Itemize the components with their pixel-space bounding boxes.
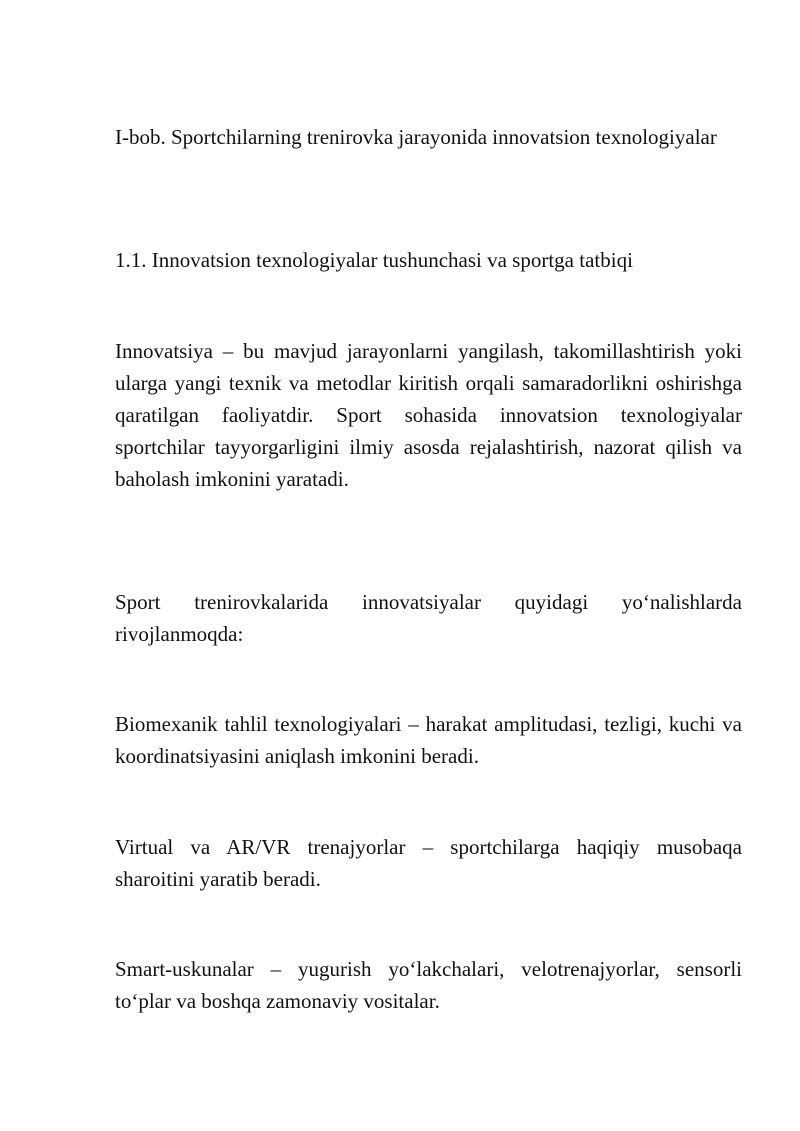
paragraph-biomechanics: Biomexanik tahlil texnologiyalari – harakat amplitudasi, tezligi, kuchi va koordinatsiyasini aniqlash imkonini beradi. [115, 712, 742, 768]
section-heading: 1.1. Innovatsion texnologiyalar tushunchasi va sportga tatbiqi [115, 248, 633, 272]
chapter-heading: I-bob. Sportchilarning trenirovka jarayonida innovatsion texnologiyalar [115, 125, 717, 149]
paragraph-innovation-definition: Innovatsiya – bu mavjud jarayonlarni yangilash, takomillashtirish yoki ularga yangi texnik va metodlar kiritish orqali samaradorlikni oshirishga qaratilgan faoliyatdir. Sport sohasida innovatsion texnologiyalar sportchilar tayyorgarligini ilmiy asosda rejalashtirish, nazorat qilish va baholash imkonini yaratadi. [115, 339, 742, 491]
paragraph-innovation-directions: Sport trenirovkalarida innovatsiyalar quyidagi yo‘nalishlarda rivojlanmoqda: [115, 590, 742, 646]
paragraph-smart-equipment: Smart-uskunalar – yugurish yo‘lakchalari, velotrenajyorlar, sensorli to‘plar va boshqa zamonaviy vositalar. [115, 957, 742, 1013]
paragraph-virtual-trainers: Virtual va AR/VR trenajyorlar – sportchilarga haqiqiy musobaqa sharoitini yaratib beradi. [115, 835, 742, 891]
